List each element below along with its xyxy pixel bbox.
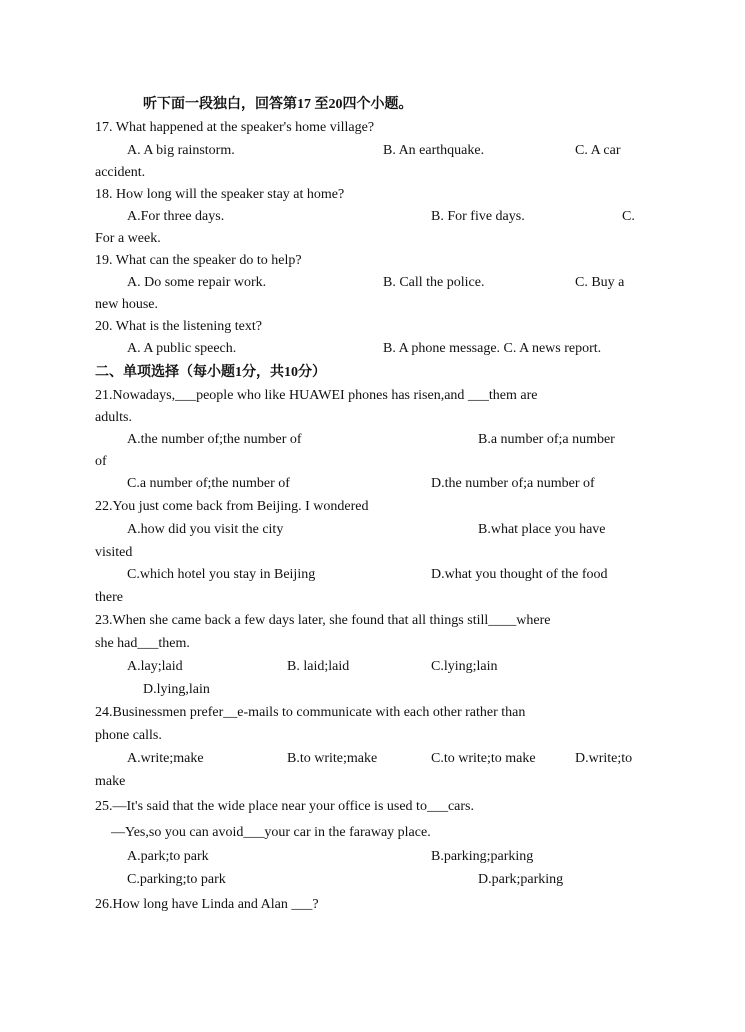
option-19-c-wrap: new house. [95,297,158,312]
option-22-a: A.how did you visit the city [127,522,284,537]
question-18-stem: 18. How long will the speaker stay at home? [95,187,345,202]
question-23-stem: 23.When she came back a few days later, she found that all things still____where [95,613,551,628]
option-20-bc: B. A phone message. C. A news report. [383,341,602,356]
option-21-a: A.the number of;the number of [127,432,302,447]
option-25-a: A.park;to park [127,849,209,864]
question-22-options-ab [95,519,647,541]
question-22-stem: 22.You just come back from Beijing. I wondered [95,499,369,514]
option-22-b: B.what place you have [478,522,606,537]
option-25-b: B.parking;parking [431,849,534,864]
question-21-stem-wrap: adults. [95,410,132,425]
question-25-options-ab [95,846,647,868]
option-22-d-wrap: there [95,590,123,605]
option-23-b: B. laid;laid [287,659,350,674]
option-21-b-wrap: of [95,454,107,469]
option-19-a: A. Do some repair work. [127,275,267,290]
question-21-options-ab [95,429,647,451]
question-21-stem: 21.Nowadays,___people who like HUAWEI phones has risen,and ___them are [95,388,538,403]
question-24-stem: 24.Businessmen prefer__e-mails to communicate with each other rather than [95,705,526,720]
section-heading: 二、单项选择（每小题1分，共10分） [95,365,326,380]
question-19-options [95,272,647,294]
option-19-b: B. Call the police. [383,275,485,290]
option-18-c-wrap: For a week. [95,231,161,246]
question-26-stem: 26.How long have Linda and Alan ___? [95,897,319,912]
question-25-options-cd [95,869,647,891]
option-24-d: D.write;to [575,751,633,766]
question-19-stem: 19. What can the speaker do to help? [95,253,302,268]
option-25-c: C.parking;to park [127,872,226,887]
option-17-a: A. A big rainstorm. [127,143,235,158]
option-17-c-wrap: accident. [95,165,146,180]
option-18-a: A.For three days. [127,209,225,224]
question-20-options [95,338,647,360]
listening-instruction: 听下面一段独白，回答第17 至20四个小题。 [143,97,413,112]
option-23-d: D.lying,lain [143,682,210,697]
question-23-options-abc [95,656,647,678]
question-17-stem: 17. What happened at the speaker's home village? [95,120,375,135]
option-25-d: D.park;parking [478,872,564,887]
question-22-options-cd [95,564,647,586]
option-22-b-wrap: visited [95,545,133,560]
option-23-a: A.lay;laid [127,659,183,674]
question-25-stem: 25.—It's said that the wide place near your office is used to___cars. [95,799,474,814]
option-22-d: D.what you thought of the food [431,567,608,582]
option-21-d: D.the number of;a number of [431,476,595,491]
option-17-b: B. An earthquake. [383,143,485,158]
option-18-b: B. For five days. [431,209,525,224]
question-24-stem-wrap: phone calls. [95,728,162,743]
option-22-c: C.which hotel you stay in Beijing [127,567,316,582]
option-17-c: C. A car [575,143,621,158]
option-24-c: C.to write;to make [431,751,536,766]
question-24-options [95,748,647,770]
question-21-options-cd [95,473,647,495]
option-21-c: C.a number of;the number of [127,476,290,491]
option-20-a: A. A public speech. [127,341,237,356]
question-18-options [95,206,647,228]
question-23-stem-wrap: she had___them. [95,636,190,651]
option-23-c: C.lying;lain [431,659,498,674]
option-21-b: B.a number of;a number [478,432,615,447]
option-24-b: B.to write;make [287,751,378,766]
option-18-c: C. [622,209,635,224]
question-17-options [95,140,647,162]
option-24-a: A.write;make [127,751,204,766]
question-20-stem: 20. What is the listening text? [95,319,262,334]
option-24-d-wrap: make [95,774,126,789]
question-25-stem-reply: —Yes,so you can avoid___your car in the faraway place. [111,825,431,840]
option-19-c: C. Buy a [575,275,625,290]
